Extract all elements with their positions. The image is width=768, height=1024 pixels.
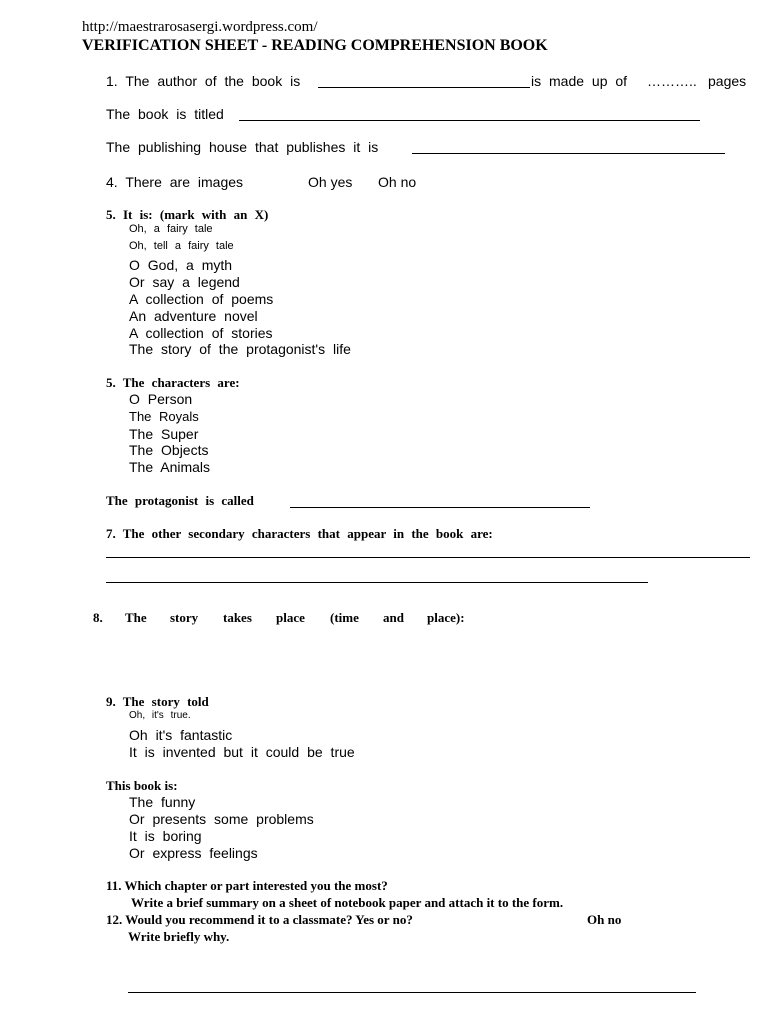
setting-word: takes [223,610,252,625]
images-option-no[interactable]: Oh no [378,174,417,190]
genre-heading: 5. It is: (mark with an X) [106,207,269,222]
setting-word: place): [427,610,465,625]
character-option[interactable]: The Super [129,426,199,442]
genre-option[interactable]: Oh, a fairy tale [129,223,213,235]
author-answer-line[interactable] [318,87,530,88]
pages-unit: pages [708,73,747,89]
setting-word: story [170,610,199,625]
book-is-option[interactable]: Or presents some problems [129,811,314,827]
images-option-yes[interactable]: Oh yes [308,174,353,190]
book-is-heading: This book is: [106,778,178,793]
secondary-characters-line-1[interactable] [106,557,750,558]
character-option[interactable]: O Person [129,391,193,407]
story-told-option[interactable]: It is invented but it could be true [129,744,355,760]
setting-number: 8. [93,610,103,625]
setting-word: and [383,610,404,625]
genre-option[interactable]: A collection of poems [129,291,274,307]
book-is-option[interactable]: It is boring [129,828,202,844]
characters-heading: 5. The characters are: [106,375,240,390]
publisher-label: The publishing house that publishes it is [106,139,379,155]
author-label: 1. The author of the book is [106,73,301,89]
genre-option[interactable]: Oh, tell a fairy tale [129,240,234,252]
book-is-option[interactable]: Or express feelings [129,845,258,861]
book-is-option[interactable]: The funny [129,794,196,810]
genre-option[interactable]: Or say a legend [129,274,240,290]
genre-option[interactable]: An adventure novel [129,308,258,324]
genre-option[interactable]: A collection of stories [129,325,273,341]
character-option[interactable]: The Royals [129,409,199,424]
recommend-question: 12. Would you recommend it to a classmate? Yes or no? [106,912,413,927]
page-title: VERIFICATION SHEET - READING COMPREHENSION BOOK [82,37,548,54]
setting-word: place [276,610,305,625]
character-option[interactable]: The Objects [129,442,209,458]
secondary-characters-heading: 7. The other secondary characters that appear in the book are: [106,526,493,541]
recommend-why-answer-line[interactable] [128,992,696,993]
story-told-option[interactable]: Oh, it's true. [129,710,191,721]
source-url: http://maestrarosasergi.wordpress.com/ [82,19,318,35]
pages-blank[interactable]: ……….. [647,73,697,89]
setting-word: The [125,610,147,625]
character-option[interactable]: The Animals [129,459,211,475]
publisher-answer-line[interactable] [412,153,725,154]
setting-word: (time [330,610,359,625]
summary-instruction: Write a brief summary on a sheet of notebook paper and attach it to the form. [131,895,564,910]
book-title-label: The book is titled [106,106,224,122]
recommend-answer-no[interactable]: Oh no [587,912,622,927]
genre-option[interactable]: The story of the protagonist's life [129,341,351,357]
secondary-characters-line-2[interactable] [106,582,648,583]
images-question: 4. There are images [106,174,244,190]
story-told-heading: 9. The story told [106,694,209,709]
protagonist-label: The protagonist is called [106,493,254,508]
recommend-why-instruction: Write briefly why. [128,929,230,944]
book-title-answer-line[interactable] [239,120,700,121]
favorite-chapter-question: 11. Which chapter or part interested you the most? [106,878,388,893]
genre-option[interactable]: O God, a myth [129,257,233,273]
story-told-option[interactable]: Oh it's fantastic [129,727,233,743]
protagonist-answer-line[interactable] [290,507,590,508]
pages-label: is made up of [531,73,628,89]
